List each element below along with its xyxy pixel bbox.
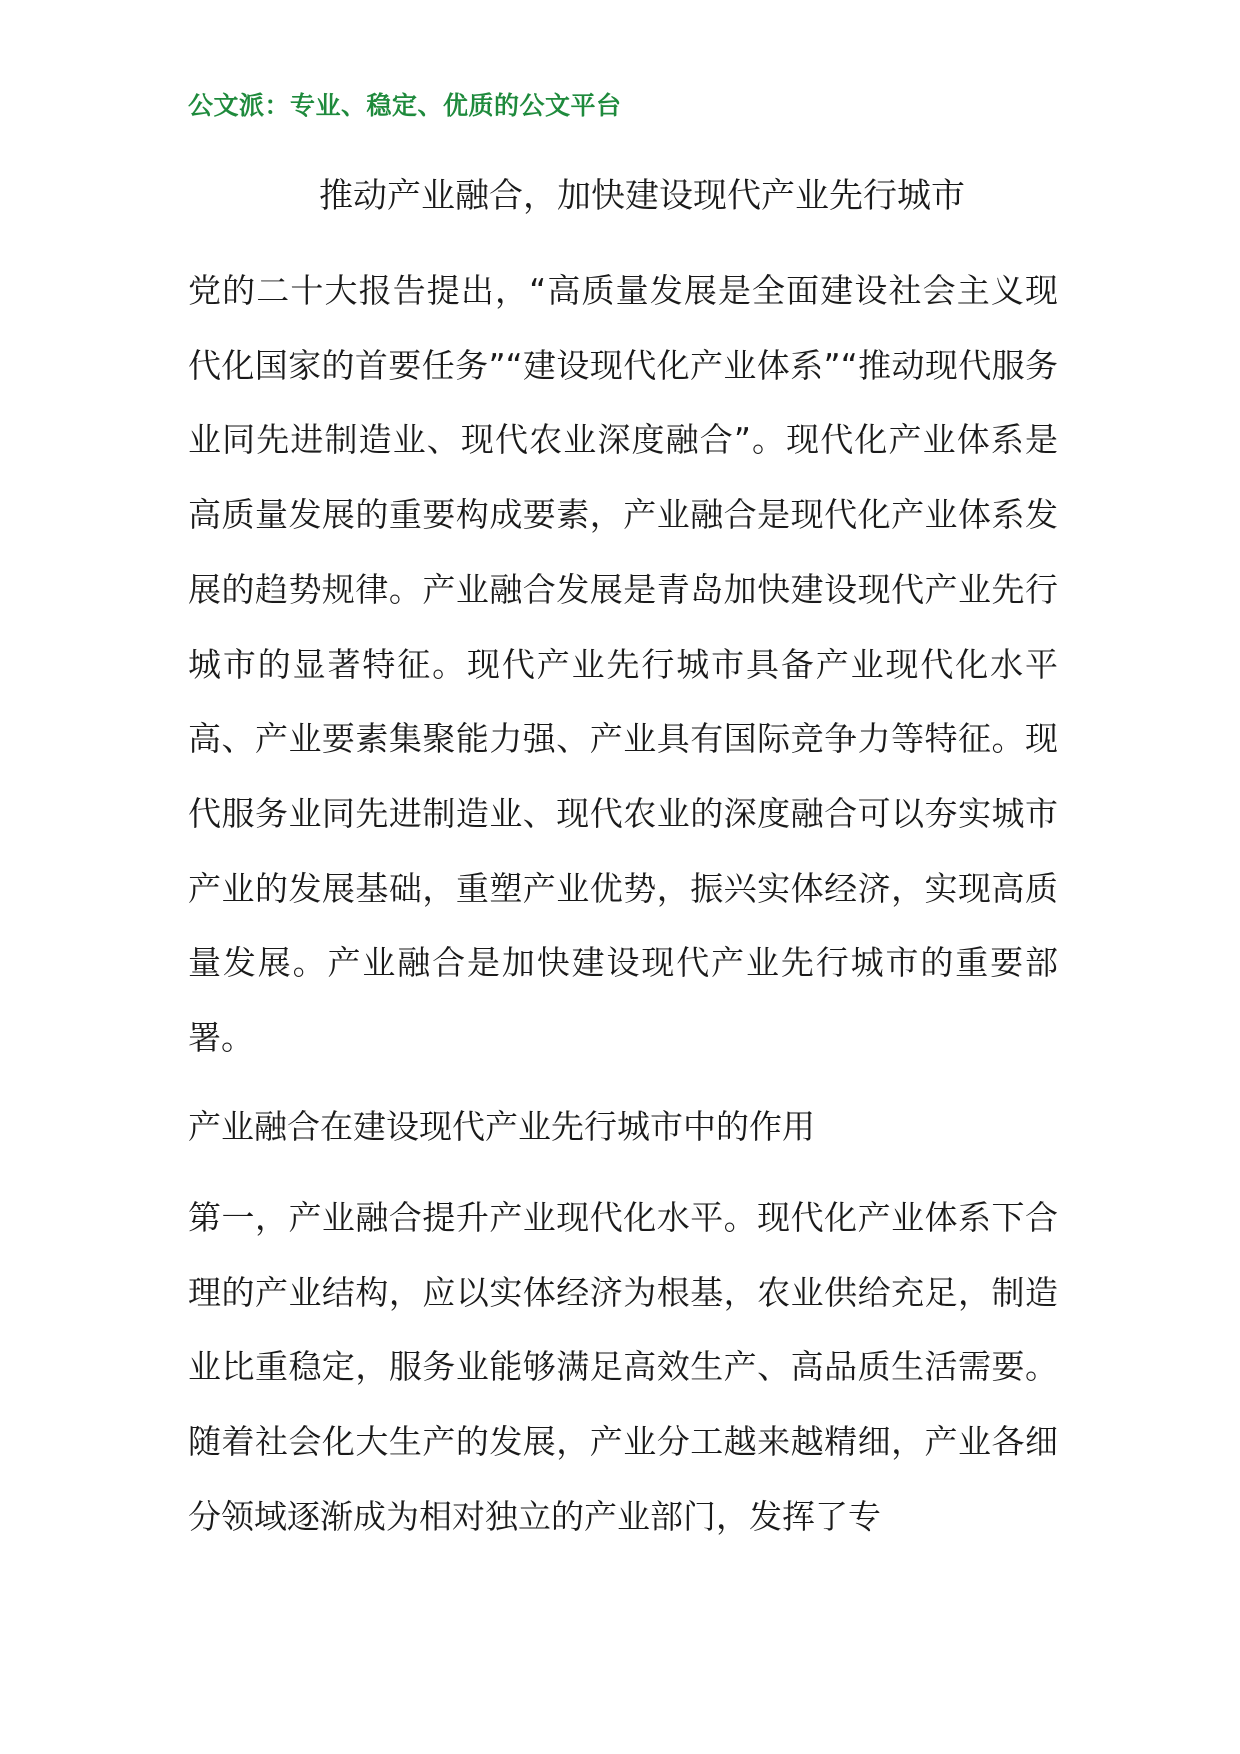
document-title-text: 推动产业融合，加快建设现代产业先行城市 (319, 176, 965, 216)
site-banner: 公文派：专业、稳定、优质的公文平台 (188, 91, 622, 120)
body-paragraph-2: 第一，产业融合提升产业现代化水平。现代化产业体系下合理的产业结构，应以实体经济为根基，农业供给充足，制造业比重稳定，服务业能够满足高效生产、高品质生活需要。随着社会化大生产的发展，产业分工越来越精细，产业各细分领域逐渐成为相对独立的产业部门，发挥了专 (188, 1198, 1058, 1536)
section-heading: 产业融合在建设现代产业先行城市中的作用 (188, 1107, 815, 1146)
document-title (0, 172, 1240, 220)
body-paragraph-1: 党的二十大报告提出，“高质量发展是全面建设社会主义现代化国家的首要任务”“建设现代化产业体系”“推动现代服务业同先进制造业、现代农业深度融合”。现代化产业体系是高质量发展的重要构成要素，产业融合是现代化产业体系发展的趋势规律。产业融合发展是青岛加快建设现代产业先行城市的显著特征。现代产业先行城市具备产业现代化水平高、产业要素集聚能力强、产业具有国际竞争力等特征。现代服务业同先进制造业、现代农业的深度融合可以夯实城市产业的发展基础，重塑产业优势，振兴实体经济，实现高质量发展。产业融合是加快建设现代产业先行城市的重要部署。 (188, 271, 1058, 1058)
